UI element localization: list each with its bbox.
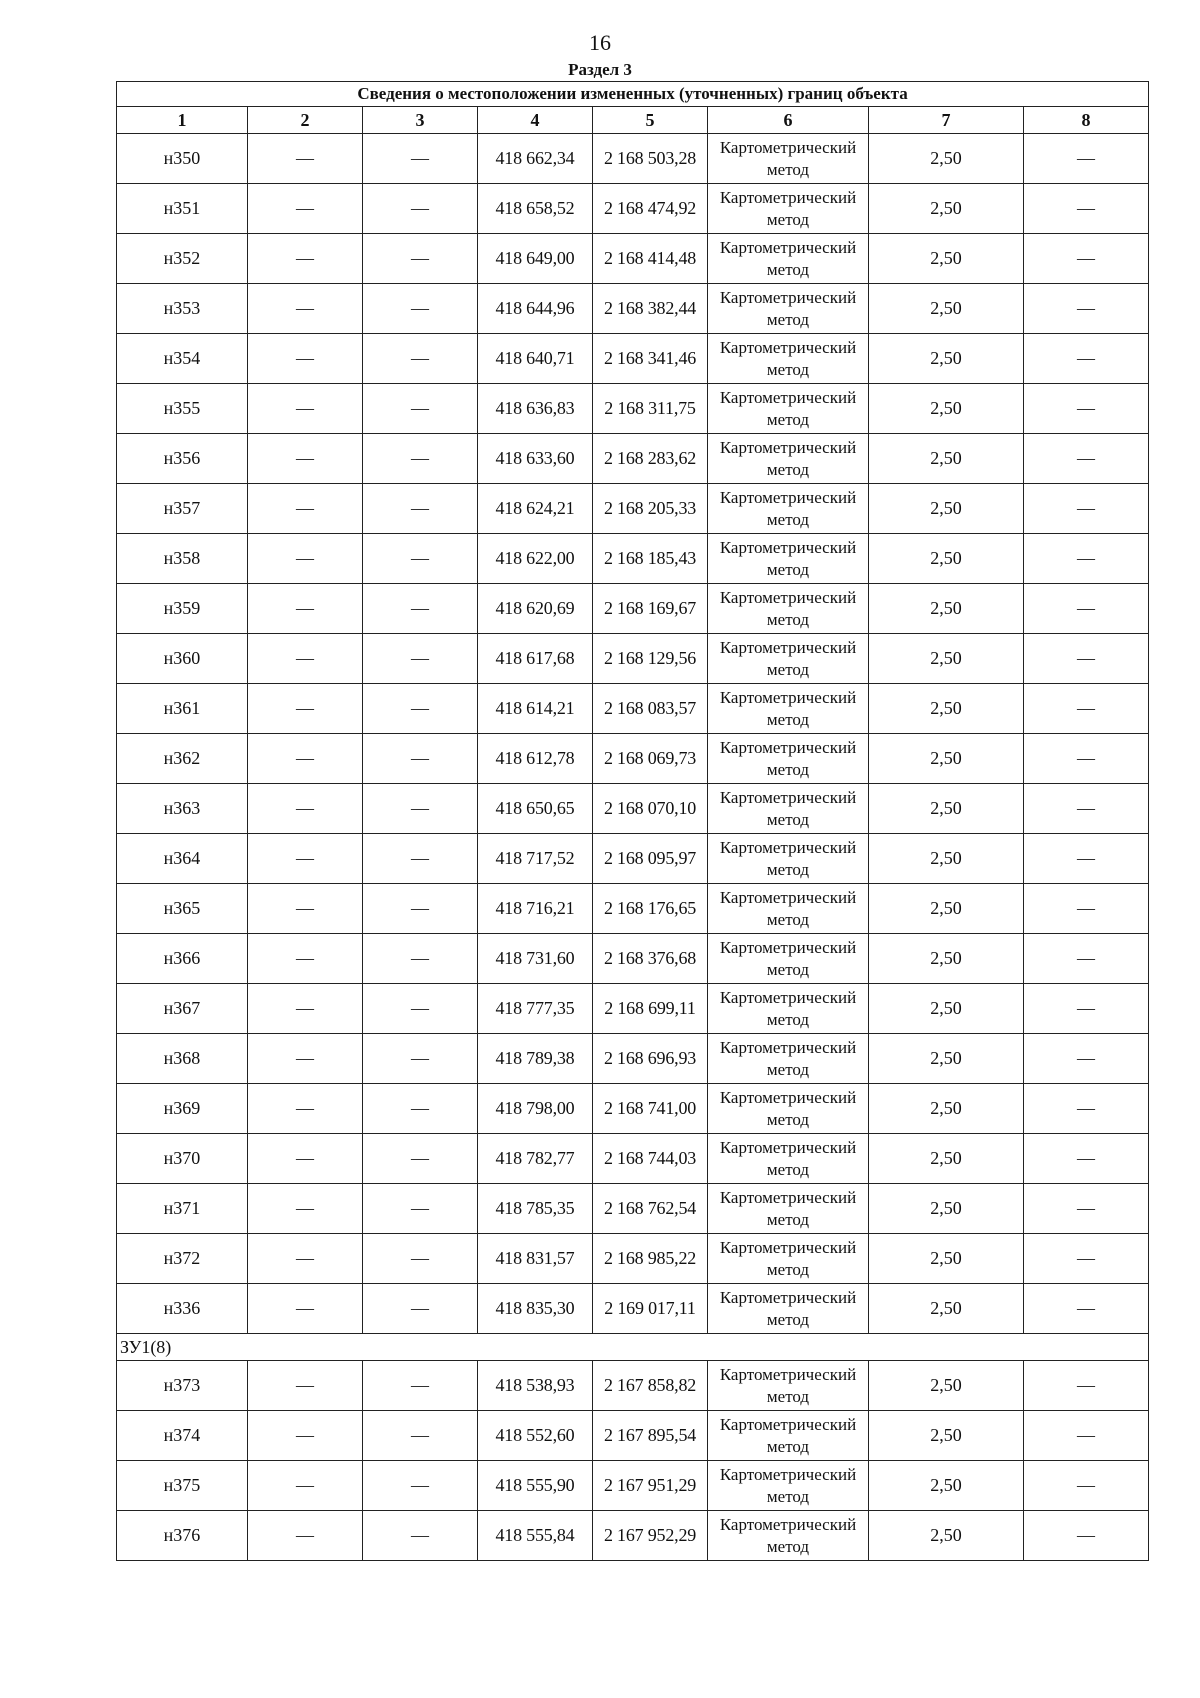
col2-cell: — [248,634,363,684]
table-row [117,1134,1149,1184]
table-row [117,934,1149,984]
table-row [117,1361,1149,1411]
table-row [117,534,1149,584]
x-coordinate-cell: 418 717,52 [478,834,593,884]
col2-cell: — [248,1034,363,1084]
table-row [117,1234,1149,1284]
column-header: 3 [363,107,478,134]
accuracy-cell: 2,50 [869,284,1024,334]
col8-cell: — [1024,634,1149,684]
col3-cell: — [363,1511,478,1561]
col3-cell: — [363,984,478,1034]
col2-cell: — [248,234,363,284]
col3-cell: — [363,484,478,534]
point-id-cell: н361 [117,684,248,734]
accuracy-cell: 2,50 [869,784,1024,834]
table-row [117,1411,1149,1461]
accuracy-cell: 2,50 [869,484,1024,534]
method-cell: Картометрический метод [708,234,869,284]
y-coordinate-cell: 2 168 311,75 [593,384,708,434]
point-id-cell: н350 [117,134,248,184]
x-coordinate-cell: 418 552,60 [478,1411,593,1461]
method-cell: Картометрический метод [708,1034,869,1084]
col3-cell: — [363,134,478,184]
point-id-cell: н376 [117,1511,248,1561]
x-coordinate-cell: 418 633,60 [478,434,593,484]
col2-cell: — [248,484,363,534]
x-coordinate-cell: 418 555,90 [478,1461,593,1511]
table-row [117,684,1149,734]
method-cell: Картометрический метод [708,884,869,934]
y-coordinate-cell: 2 168 474,92 [593,184,708,234]
x-coordinate-cell: 418 662,34 [478,134,593,184]
x-coordinate-cell: 418 835,30 [478,1284,593,1334]
col2-cell: — [248,884,363,934]
method-cell: Картометрический метод [708,384,869,434]
col3-cell: — [363,1134,478,1184]
x-coordinate-cell: 418 649,00 [478,234,593,284]
table-row [117,484,1149,534]
col8-cell: — [1024,984,1149,1034]
x-coordinate-cell: 418 624,21 [478,484,593,534]
col2-cell: — [248,134,363,184]
point-id-cell: н360 [117,634,248,684]
col8-cell: — [1024,1034,1149,1084]
accuracy-cell: 2,50 [869,1461,1024,1511]
col2-cell: — [248,1184,363,1234]
accuracy-cell: 2,50 [869,1084,1024,1134]
accuracy-cell: 2,50 [869,1411,1024,1461]
accuracy-cell: 2,50 [869,184,1024,234]
col2-cell: — [248,184,363,234]
point-id-cell: н366 [117,934,248,984]
y-coordinate-cell: 2 167 858,82 [593,1361,708,1411]
col8-cell: — [1024,234,1149,284]
point-id-cell: н372 [117,1234,248,1284]
x-coordinate-cell: 418 777,35 [478,984,593,1034]
y-coordinate-cell: 2 168 762,54 [593,1184,708,1234]
y-coordinate-cell: 2 168 070,10 [593,784,708,834]
col3-cell: — [363,684,478,734]
x-coordinate-cell: 418 620,69 [478,584,593,634]
col3-cell: — [363,1034,478,1084]
method-cell: Картометрический метод [708,134,869,184]
table-row [117,1511,1149,1561]
boundary-coordinates-table [116,81,1149,1561]
col8-cell: — [1024,684,1149,734]
point-id-cell: н375 [117,1461,248,1511]
col2-cell: — [248,384,363,434]
point-id-cell: н363 [117,784,248,834]
col8-cell: — [1024,1411,1149,1461]
col3-cell: — [363,734,478,784]
method-cell: Картометрический метод [708,1461,869,1511]
col8-cell: — [1024,1184,1149,1234]
table-caption: Сведения о местоположении измененных (уточненных) границ объекта [117,82,1149,107]
x-coordinate-cell: 418 831,57 [478,1234,593,1284]
col3-cell: — [363,634,478,684]
y-coordinate-cell: 2 168 169,67 [593,584,708,634]
method-cell: Картометрический метод [708,1084,869,1134]
accuracy-cell: 2,50 [869,1284,1024,1334]
table-body [117,134,1149,1561]
method-cell: Картометрический метод [708,784,869,834]
col8-cell: — [1024,784,1149,834]
accuracy-cell: 2,50 [869,734,1024,784]
y-coordinate-cell: 2 168 744,03 [593,1134,708,1184]
x-coordinate-cell: 418 658,52 [478,184,593,234]
table-row [117,1084,1149,1134]
table-row [117,734,1149,784]
x-coordinate-cell: 418 622,00 [478,534,593,584]
point-id-cell: н369 [117,1084,248,1134]
y-coordinate-cell: 2 168 095,97 [593,834,708,884]
col2-cell: — [248,1084,363,1134]
column-header: 2 [248,107,363,134]
column-header: 8 [1024,107,1149,134]
accuracy-cell: 2,50 [869,1134,1024,1184]
x-coordinate-cell: 418 614,21 [478,684,593,734]
table-header-row [117,107,1149,134]
table-row [117,884,1149,934]
y-coordinate-cell: 2 168 069,73 [593,734,708,784]
col8-cell: — [1024,734,1149,784]
col2-cell: — [248,984,363,1034]
col3-cell: — [363,334,478,384]
col8-cell: — [1024,484,1149,534]
accuracy-cell: 2,50 [869,434,1024,484]
point-id-cell: н370 [117,1134,248,1184]
x-coordinate-cell: 418 612,78 [478,734,593,784]
point-id-cell: н336 [117,1284,248,1334]
col8-cell: — [1024,1134,1149,1184]
y-coordinate-cell: 2 168 741,00 [593,1084,708,1134]
col3-cell: — [363,1361,478,1411]
group-row [117,1334,1149,1361]
col2-cell: — [248,734,363,784]
table-row [117,284,1149,334]
column-header: 6 [708,107,869,134]
point-id-cell: н359 [117,584,248,634]
table-row [117,434,1149,484]
method-cell: Картометрический метод [708,1134,869,1184]
col8-cell: — [1024,1084,1149,1134]
accuracy-cell: 2,50 [869,234,1024,284]
col2-cell: — [248,684,363,734]
y-coordinate-cell: 2 168 185,43 [593,534,708,584]
accuracy-cell: 2,50 [869,1511,1024,1561]
x-coordinate-cell: 418 785,35 [478,1184,593,1234]
accuracy-cell: 2,50 [869,634,1024,684]
point-id-cell: н362 [117,734,248,784]
method-cell: Картометрический метод [708,484,869,534]
col3-cell: — [363,834,478,884]
method-cell: Картометрический метод [708,434,869,484]
point-id-cell: н357 [117,484,248,534]
col2-cell: — [248,584,363,634]
col3-cell: — [363,1284,478,1334]
x-coordinate-cell: 418 555,84 [478,1511,593,1561]
accuracy-cell: 2,50 [869,584,1024,634]
method-cell: Картометрический метод [708,334,869,384]
col8-cell: — [1024,1284,1149,1334]
col8-cell: — [1024,1461,1149,1511]
method-cell: Картометрический метод [708,1411,869,1461]
y-coordinate-cell: 2 168 503,28 [593,134,708,184]
x-coordinate-cell: 418 538,93 [478,1361,593,1411]
col3-cell: — [363,1084,478,1134]
method-cell: Картометрический метод [708,1184,869,1234]
col2-cell: — [248,1511,363,1561]
point-id-cell: н368 [117,1034,248,1084]
point-id-cell: н351 [117,184,248,234]
accuracy-cell: 2,50 [869,1034,1024,1084]
col8-cell: — [1024,384,1149,434]
x-coordinate-cell: 418 798,00 [478,1084,593,1134]
point-id-cell: н365 [117,884,248,934]
table-row [117,384,1149,434]
col3-cell: — [363,184,478,234]
col8-cell: — [1024,334,1149,384]
col2-cell: — [248,1361,363,1411]
table-row [117,1034,1149,1084]
y-coordinate-cell: 2 168 985,22 [593,1234,708,1284]
page-number: 16 [589,30,611,55]
method-cell: Картометрический метод [708,1511,869,1561]
accuracy-cell: 2,50 [869,134,1024,184]
col8-cell: — [1024,1511,1149,1561]
accuracy-cell: 2,50 [869,1234,1024,1284]
x-coordinate-cell: 418 731,60 [478,934,593,984]
table-row [117,834,1149,884]
y-coordinate-cell: 2 168 129,56 [593,634,708,684]
y-coordinate-cell: 2 168 414,48 [593,234,708,284]
point-id-cell: н356 [117,434,248,484]
col8-cell: — [1024,184,1149,234]
point-id-cell: н354 [117,334,248,384]
y-coordinate-cell: 2 167 895,54 [593,1411,708,1461]
col3-cell: — [363,1184,478,1234]
column-header: 4 [478,107,593,134]
col8-cell: — [1024,434,1149,484]
col8-cell: — [1024,834,1149,884]
table-row [117,634,1149,684]
y-coordinate-cell: 2 167 952,29 [593,1511,708,1561]
col2-cell: — [248,834,363,884]
point-id-cell: н373 [117,1361,248,1411]
col8-cell: — [1024,584,1149,634]
table-row [117,334,1149,384]
method-cell: Картометрический метод [708,934,869,984]
point-id-cell: н358 [117,534,248,584]
x-coordinate-cell: 418 716,21 [478,884,593,934]
col2-cell: — [248,934,363,984]
col3-cell: — [363,784,478,834]
table-row [117,184,1149,234]
accuracy-cell: 2,50 [869,534,1024,584]
y-coordinate-cell: 2 168 382,44 [593,284,708,334]
col3-cell: — [363,1461,478,1511]
point-id-cell: н367 [117,984,248,1034]
col2-cell: — [248,334,363,384]
col3-cell: — [363,534,478,584]
col2-cell: — [248,784,363,834]
method-cell: Картометрический метод [708,734,869,784]
method-cell: Картометрический метод [708,184,869,234]
col3-cell: — [363,384,478,434]
col8-cell: — [1024,534,1149,584]
x-coordinate-cell: 418 650,65 [478,784,593,834]
x-coordinate-cell: 418 636,83 [478,384,593,434]
point-id-cell: н371 [117,1184,248,1234]
table-row [117,1461,1149,1511]
method-cell: Картометрический метод [708,1284,869,1334]
accuracy-cell: 2,50 [869,834,1024,884]
table-row [117,584,1149,634]
point-id-cell: н352 [117,234,248,284]
col8-cell: — [1024,934,1149,984]
column-header: 7 [869,107,1024,134]
method-cell: Картометрический метод [708,634,869,684]
col8-cell: — [1024,1234,1149,1284]
method-cell: Картометрический метод [708,534,869,584]
accuracy-cell: 2,50 [869,1184,1024,1234]
col2-cell: — [248,1234,363,1284]
column-header: 1 [117,107,248,134]
x-coordinate-cell: 418 617,68 [478,634,593,684]
col2-cell: — [248,534,363,584]
y-coordinate-cell: 2 168 376,68 [593,934,708,984]
y-coordinate-cell: 2 168 341,46 [593,334,708,384]
col8-cell: — [1024,134,1149,184]
table-caption-row [117,82,1149,107]
col2-cell: — [248,284,363,334]
col3-cell: — [363,434,478,484]
col3-cell: — [363,584,478,634]
accuracy-cell: 2,50 [869,884,1024,934]
col8-cell: — [1024,284,1149,334]
col2-cell: — [248,434,363,484]
col3-cell: — [363,1411,478,1461]
table-row [117,134,1149,184]
table-row [117,1184,1149,1234]
accuracy-cell: 2,50 [869,1361,1024,1411]
accuracy-cell: 2,50 [869,384,1024,434]
col2-cell: — [248,1134,363,1184]
col8-cell: — [1024,1361,1149,1411]
col2-cell: — [248,1411,363,1461]
y-coordinate-cell: 2 168 083,57 [593,684,708,734]
point-id-cell: н353 [117,284,248,334]
y-coordinate-cell: 2 168 205,33 [593,484,708,534]
method-cell: Картометрический метод [708,834,869,884]
col3-cell: — [363,934,478,984]
x-coordinate-cell: 418 644,96 [478,284,593,334]
y-coordinate-cell: 2 167 951,29 [593,1461,708,1511]
col8-cell: — [1024,884,1149,934]
point-id-cell: н355 [117,384,248,434]
col3-cell: — [363,284,478,334]
y-coordinate-cell: 2 168 283,62 [593,434,708,484]
col3-cell: — [363,1234,478,1284]
section-title: Раздел 3 [568,60,632,79]
col3-cell: — [363,234,478,284]
y-coordinate-cell: 2 169 017,11 [593,1284,708,1334]
y-coordinate-cell: 2 168 696,93 [593,1034,708,1084]
method-cell: Картометрический метод [708,1361,869,1411]
col2-cell: — [248,1284,363,1334]
point-id-cell: н374 [117,1411,248,1461]
y-coordinate-cell: 2 168 699,11 [593,984,708,1034]
y-coordinate-cell: 2 168 176,65 [593,884,708,934]
method-cell: Картометрический метод [708,984,869,1034]
method-cell: Картометрический метод [708,1234,869,1284]
method-cell: Картометрический метод [708,684,869,734]
table-row [117,984,1149,1034]
accuracy-cell: 2,50 [869,984,1024,1034]
table-row [117,234,1149,284]
method-cell: Картометрический метод [708,584,869,634]
x-coordinate-cell: 418 640,71 [478,334,593,384]
method-cell: Картометрический метод [708,284,869,334]
col3-cell: — [363,884,478,934]
col2-cell: — [248,1461,363,1511]
group-label: ЗУ1(8) [117,1334,1149,1361]
table-row [117,784,1149,834]
point-id-cell: н364 [117,834,248,884]
table-row [117,1284,1149,1334]
accuracy-cell: 2,50 [869,934,1024,984]
x-coordinate-cell: 418 782,77 [478,1134,593,1184]
accuracy-cell: 2,50 [869,684,1024,734]
x-coordinate-cell: 418 789,38 [478,1034,593,1084]
accuracy-cell: 2,50 [869,334,1024,384]
column-header: 5 [593,107,708,134]
